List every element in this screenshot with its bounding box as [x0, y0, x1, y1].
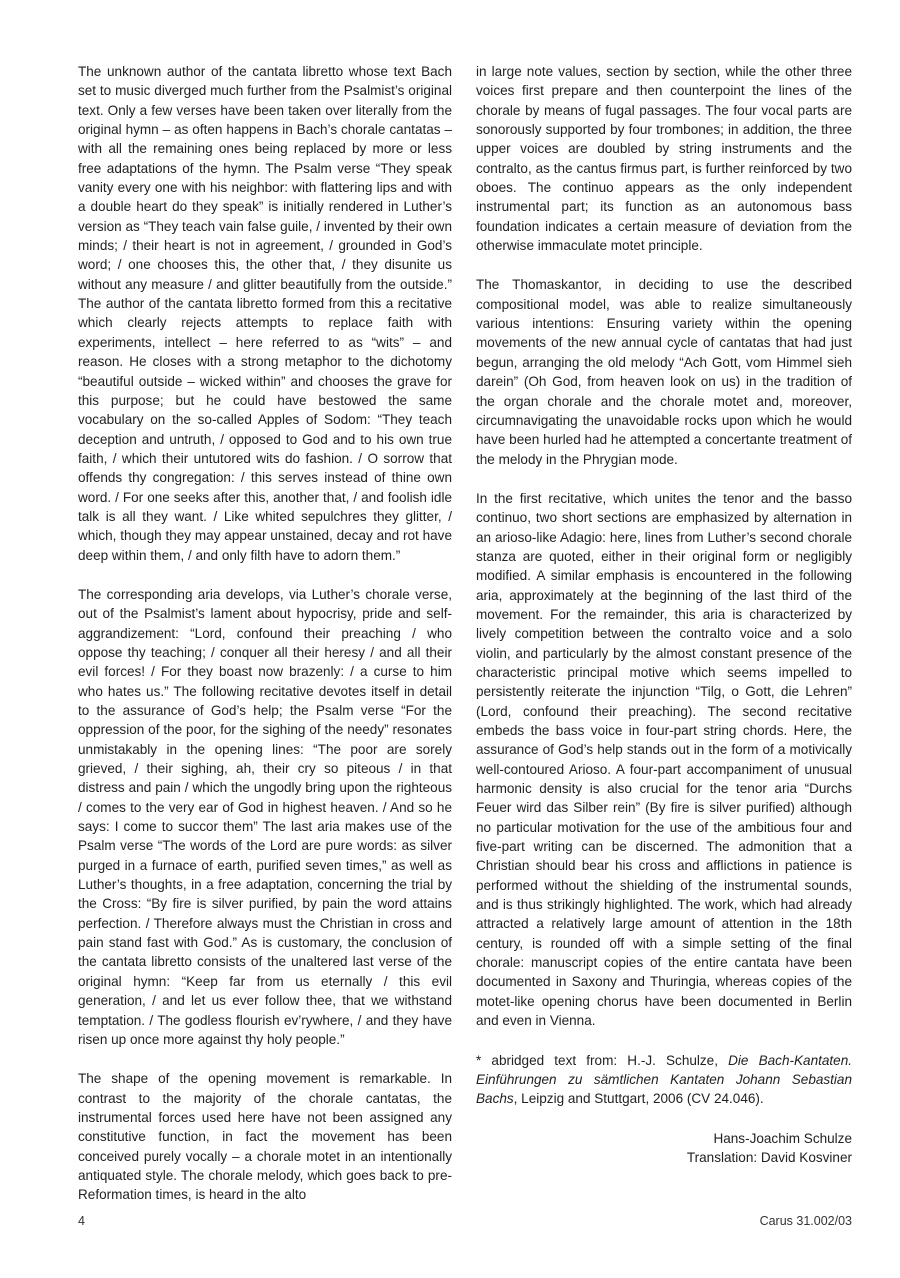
right-column: [476, 62, 852, 1167]
footnote-book-title: Die Bach-Kantaten. Einführungen zu sämtlichen Kantaten Johann Sebastian Bachs: [476, 1052, 853, 1107]
catalog-number: Carus 31.002/03: [759, 1214, 852, 1228]
left-column: [78, 62, 452, 1225]
footnote: [476, 1051, 852, 1109]
author-name: Hans-Joachim Schulze: [713, 1130, 852, 1146]
paragraph-aria: The corresponding aria develops, via Luther’s chorale verse, out of the Psalmist’s lament about hypocrisy, pride and self-aggrandizement: “Lord, confound their preaching / who oppose thy teaching; / conquer all their heresy / and all their evil forces! / For they boast now brazenly: / a curse to him who hates us.” The following recitative devotes itself in detail to the assurance of God’s help; the Psalm verse “For the oppression of the poor, for the sighing of the needy” resonates unmistakably in the opening lines: “The poor are sorely grieved, / their sighing, ah, their cry so piteous / in that distress and pain / which the ungodly bring upon the righteous / comes to the very ear of God in highest heaven. / And so he says: I come to succor them” The last aria makes use of the Psalm verse “The words of the Lord are pure words: as silver purged in a furnace of earth, purified seven times,” as well as Luther’s thoughts, in a free adaptation, concerning the trial by the Cross: “By fire is silver purified, by pain the word attains perfection. / Therefore always must the Christian in cross and pain stand fast with God.” As is customary, the conclusion of the cantata libretto consists of the unaltered last verse of the original hymn: “Keep far from us eternally / this evil generation, / and let us ever follow thee, that we withstand temptation. / The godless flourish ev’rywhere, / and they have risen up once more against thy holy people.”: [78, 586, 452, 1047]
paragraph-libretto: The unknown author of the cantata libretto whose text Bach set to music diverged much further from the Psalmist’s original text. Only a few verses have been taken over literally from the original hymn – as often happens in Bach’s chorale cantatas – with all the remaining ones being replaced by more or less free adaptations of the hymn. The Psalm verse “They speak vanity every one with his neighbor: with flattering lips and with a double heart do they speak” is initially rendered in Luther’s version as “They teach vain false guile, / invented by their own minds; / their heart is not in agreement, / grounded in God’s word; / one chooses this, the other that, / they disunite us without any measure / and glitter beautifully from the outside.” The author of the cantata libretto formed from this a recitative which clearly rejects attempts to replace faith with experiments, intellect – here referred to as “wits” – and reason. He closes with a strong metaphor to the dichotomy “beautiful outside – wicked within” and chooses the grave for this purpose; but he could have bestowed the same vocabulary on the so-called Apples of Sodom: “They teach deception and untruth, / opposed to God and to his own true faith, / which their untutored wits do fashion. / O sorrow that offends thy congregation: / this serves instead of thine own word. / For one seeks after this, another that, / and foolish idle talk is all they want. / Like whited sepulchres they glitter, / which, though they may appear unstained, decay and rot have deep within them, / and only filth have to adorn them.”: [78, 64, 452, 563]
paragraph-thomaskantor: The Thomaskantor, in deciding to use the described compositional model, was able to realize simultaneously various intentions: Ensuring variety within the opening movements of the new annual cycle of cantatas that had just begun, arranging the old melody “Ach Gott, vom Himmel sieh darein” (Oh God, from heaven look on us) in the tradition of the organ chorale and the chorale motet and, moreover, circumnavigating the unavoidable rocks upon which he would have been hurled had he attempted a concertante treatment of the melody in the Phrygian mode.: [476, 277, 852, 467]
footnote-tail: , Leipzig and Stuttgart, 2006 (CV 24.046).: [513, 1091, 764, 1107]
translator-credit: Translation: David Kosviner: [686, 1149, 852, 1165]
attribution: [476, 1129, 852, 1168]
page-number: 4: [78, 1214, 85, 1228]
paragraph-recitative: In the first recitative, which unites the tenor and the basso continuo, two short sections are emphasized by alternation in an arioso-like Adagio: here, lines from Luther’s second chorale stanza are quoted, either in their original form or negligibly modified. A similar emphasis is encountered in the following aria, approximately at the beginning of the last third of the movement. For the remainder, this aria is characterized by lively competition between the contralto voice and a solo violin, and particularly by the almost constant presence of the characteristic principal motive which seems impelled to persistently reiterate the injunction “Tilg, o Gott, die Lehren” (Lord, confound their preaching). The second recitative embeds the bass voice in four-part string chords. Here, the assurance of God’s help stands out in the form of a motivically well-contoured Arioso. A four-part accompaniment of unusual harmonic density is also crucial for the tenor aria “Durchs Feuer wird das Silber rein” (By fire is silver purified) although no particular motivation for the use of the ambitious four and five-part writing can be discerned. The admonition that a Christian should bear his cross and afflictions in patience is performed without the shielding of the instrumental sounds, and is thus strikingly highlighted. The work, which had already attracted a relatively large amount of attention in the 18th century, is rounded off with a simple setting of the final chorale: manuscript copies of the entire cantata have been documented in Saxony and Thuringia, whereas copies of the motet-like opening chorus have been documented in Berlin and even in Vienna.: [476, 490, 852, 1029]
paragraph-opening-movement: The shape of the opening movement is remarkable. In contrast to the majority of the chorale cantatas, the instrumental forces used here have not been assigned any constitutive function, in fact the movement has been conceived purely vocally – a chorale motet in an intentionally antiquated style. The chorale melody, which goes back to pre-Reformation times, is heard in the alto: [78, 1071, 452, 1203]
footnote-lead: * abridged text from: H.-J. Schulze,: [476, 1052, 729, 1068]
paragraph-instrumentation: in large note values, section by section, while the other three voices first prepare and then counterpoint the lines of the chorale by means of fugal passages. The four vocal parts are sonorously supported by four trombones; in addition, the three upper voices are doubled by string instruments and the contralto, as the cantus firmus part, is further reinforced by two oboes. The continuo appears as the only independent instrumental part; its function as an autonomous bass foundation indicates a certain measure of deviation from the otherwise immaculate motet principle.: [476, 64, 852, 254]
